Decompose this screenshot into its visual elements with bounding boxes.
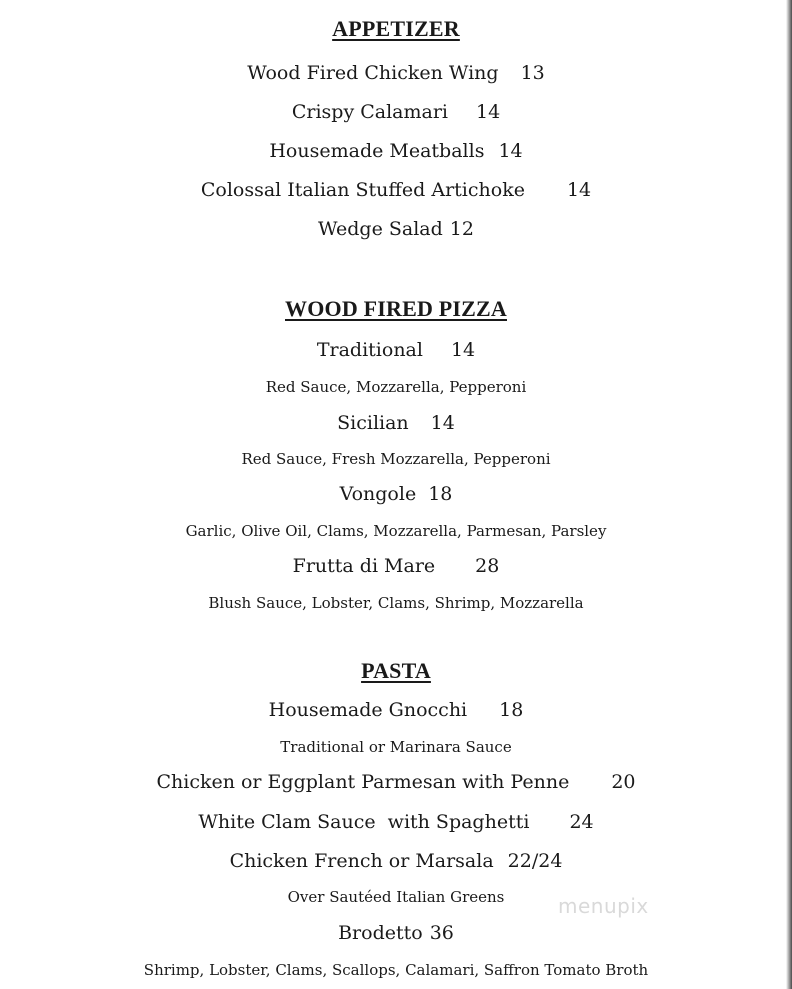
menu-item bbox=[0, 339, 792, 361]
item-description: Garlic, Olive Oil, Clams, Mozzarella, Parmesan, Parsley bbox=[185, 522, 607, 540]
item-price: 14 bbox=[498, 140, 523, 162]
item-name: Crispy Calamari bbox=[291, 101, 448, 123]
menu-item bbox=[0, 412, 792, 434]
item-price: 14 bbox=[430, 412, 455, 434]
menu-item bbox=[0, 62, 792, 84]
item-price: 36 bbox=[429, 922, 454, 944]
item-price: 14 bbox=[450, 339, 476, 361]
item-name: Chicken French or Marsala bbox=[229, 850, 494, 872]
item-name: Frutta di Mare bbox=[292, 555, 436, 577]
item-price: 14 bbox=[566, 179, 592, 201]
menu-item bbox=[0, 101, 792, 123]
item-name: White Clam Sauce with Spaghetti bbox=[198, 811, 530, 833]
item-name: Wood Fired Chicken Wing bbox=[247, 62, 499, 84]
item-name: Brodetto bbox=[338, 922, 423, 944]
item-name: Traditional bbox=[316, 339, 423, 361]
item-name: Housemade Gnocchi bbox=[268, 699, 468, 721]
menu-item bbox=[0, 771, 792, 793]
item-description: Shrimp, Lobster, Clams, Scallops, Calamari, Saffron Tomato Broth bbox=[143, 961, 649, 979]
item-price: 22/24 bbox=[507, 850, 563, 872]
menu-item bbox=[0, 850, 792, 872]
section-heading-pasta: PASTA bbox=[361, 658, 431, 683]
item-name: Chicken or Eggplant Parmesan with Penne bbox=[156, 771, 570, 793]
menu-item bbox=[0, 922, 792, 944]
item-description: Red Sauce, Mozzarella, Pepperoni bbox=[265, 378, 527, 396]
item-name: Vongole bbox=[339, 483, 417, 505]
item-name: Colossal Italian Stuffed Artichoke bbox=[200, 179, 525, 201]
menu-item bbox=[0, 140, 792, 162]
item-price: 20 bbox=[611, 771, 636, 793]
item-name: Housemade Meatballs bbox=[269, 140, 485, 162]
item-price: 14 bbox=[475, 101, 501, 123]
section-heading-pizza: WOOD FIRED PIZZA bbox=[285, 296, 507, 321]
item-name: Sicilian bbox=[337, 412, 409, 434]
section-heading-appetizer: APPETIZER bbox=[332, 16, 460, 41]
item-price: 28 bbox=[475, 555, 500, 577]
item-price: 18 bbox=[499, 699, 524, 721]
menu-item bbox=[0, 179, 792, 201]
item-price: 24 bbox=[569, 811, 594, 833]
item-price: 18 bbox=[428, 483, 453, 505]
item-description: Blush Sauce, Lobster, Clams, Shrimp, Mozzarella bbox=[208, 594, 584, 612]
item-price: 13 bbox=[520, 62, 545, 84]
menu-item bbox=[0, 555, 792, 577]
watermark-logo: menupix bbox=[558, 894, 649, 918]
item-price: 12 bbox=[449, 218, 474, 240]
item-name: Wedge Salad bbox=[318, 218, 443, 240]
item-description: Red Sauce, Fresh Mozzarella, Pepperoni bbox=[241, 450, 551, 468]
menu-item bbox=[0, 218, 792, 240]
menu-item bbox=[0, 699, 792, 721]
item-description: Traditional or Marinara Sauce bbox=[280, 738, 512, 756]
menu-item bbox=[0, 483, 792, 505]
item-description: Over Sautéed Italian Greens bbox=[287, 888, 505, 906]
menu-item bbox=[0, 811, 792, 833]
